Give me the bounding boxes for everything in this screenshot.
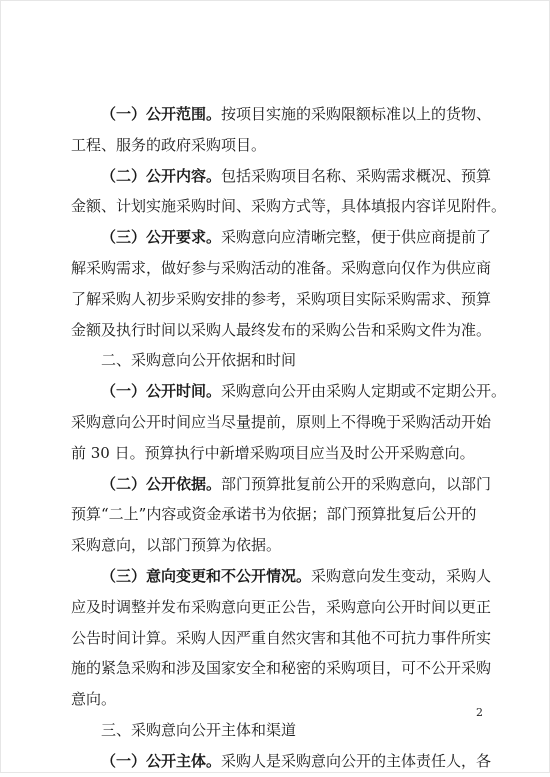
paragraph-line <box>71 130 485 161</box>
paragraph-lead: （三）意向变更和不公开情况。 <box>101 566 312 585</box>
paragraph-text: 采购意向公开时间应当尽量提前，原则上不得晚于采购活动开始 <box>71 412 492 431</box>
paragraph-line <box>71 623 492 654</box>
paragraph-line <box>71 499 485 530</box>
paragraph-line <box>71 376 507 407</box>
paragraph-lead: （二）公开依据。 <box>101 474 222 493</box>
paragraph-text: 包括采购项目名称、采购需求概况、预算 <box>221 166 492 185</box>
paragraph-line <box>71 99 492 130</box>
paragraph-text: 金额及执行时间以采购人最终发布的采购公告和采购文件为准。 <box>71 320 492 339</box>
paragraph-text: 部门预算批复前公开的采购意向，以部门 <box>221 474 492 493</box>
paragraph-line <box>71 469 492 500</box>
paragraph-text: 金额、计划实施采购时间、采购方式等，具体填报内容详见附件。 <box>71 197 507 216</box>
paragraph-line <box>71 561 492 592</box>
paragraph-text: 工程、服务的政府采购项目。 <box>71 135 267 154</box>
paragraph-lead: （二）公开内容。 <box>101 166 222 185</box>
paragraph-text: 公告时间计算。采购人因严重自然灾害和其他不可抗力事件所实 <box>71 628 492 647</box>
paragraph-line <box>71 191 507 222</box>
paragraph-text: 采购意向应清晰完整，便于供应商提前了 <box>221 228 492 247</box>
paragraph-text: 前 30 日。预算执行中新增采购项目应当及时公开采购意向。 <box>71 443 475 462</box>
section-heading <box>71 715 485 746</box>
paragraph-lead: （三）公开要求。 <box>101 228 222 247</box>
paragraph-lead: （一）公开主体。 <box>101 751 222 770</box>
document-body <box>71 99 507 777</box>
page-number: 2 <box>476 706 483 719</box>
paragraph-text: 预算“二上”内容或资金承诺书为依据；部门预算批复后公开的 <box>71 505 477 524</box>
paragraph-text: 按项目实施的采购限额标准以上的货物、 <box>221 105 492 123</box>
section-heading-text: 二、采购意向公开依据和时间 <box>101 351 297 370</box>
paragraph-line <box>71 684 485 715</box>
paragraph-line <box>71 222 492 253</box>
paragraph-text: 施的紧急采购和涉及国家安全和秘密的采购项目，可不公开采购 <box>71 659 492 678</box>
paragraph-line <box>71 530 485 561</box>
section-heading-text: 三、采购意向公开主体和渠道 <box>101 720 297 739</box>
paragraph-text: 了解采购人初步采购安排的参考，采购项目实际采购需求、预算 <box>71 289 492 308</box>
paragraph-text: 采购意向，以部门预算为依据。 <box>71 536 282 555</box>
paragraph-line <box>71 407 492 438</box>
paragraph-text: 意向。 <box>71 690 117 709</box>
paragraph-line <box>71 315 492 346</box>
paragraph-line <box>71 653 492 684</box>
paragraph-line <box>71 253 492 284</box>
paragraph-line <box>71 746 492 777</box>
paragraph-line <box>71 438 485 469</box>
paragraph-text: 解采购需求，做好参与采购活动的准备。采购意向仅作为供应商 <box>71 258 492 277</box>
paragraph-text: 采购意向发生变动，采购人 <box>311 566 492 585</box>
paragraph-text: 采购意向公开由采购人定期或不定期公开。 <box>221 382 507 401</box>
paragraph-text: 采购人是采购意向公开的主体责任人，各 <box>221 751 492 770</box>
paragraph-lead: （一）公开时间。 <box>101 382 222 401</box>
section-heading <box>71 345 485 376</box>
paragraph-line <box>71 592 492 623</box>
paragraph-text: 应及时调整并发布采购意向更正公告，采购意向公开时间以更正 <box>71 597 492 616</box>
paragraph-lead: （一）公开范围。 <box>101 105 222 123</box>
paragraph-line <box>71 161 492 192</box>
paragraph-line <box>71 284 492 315</box>
